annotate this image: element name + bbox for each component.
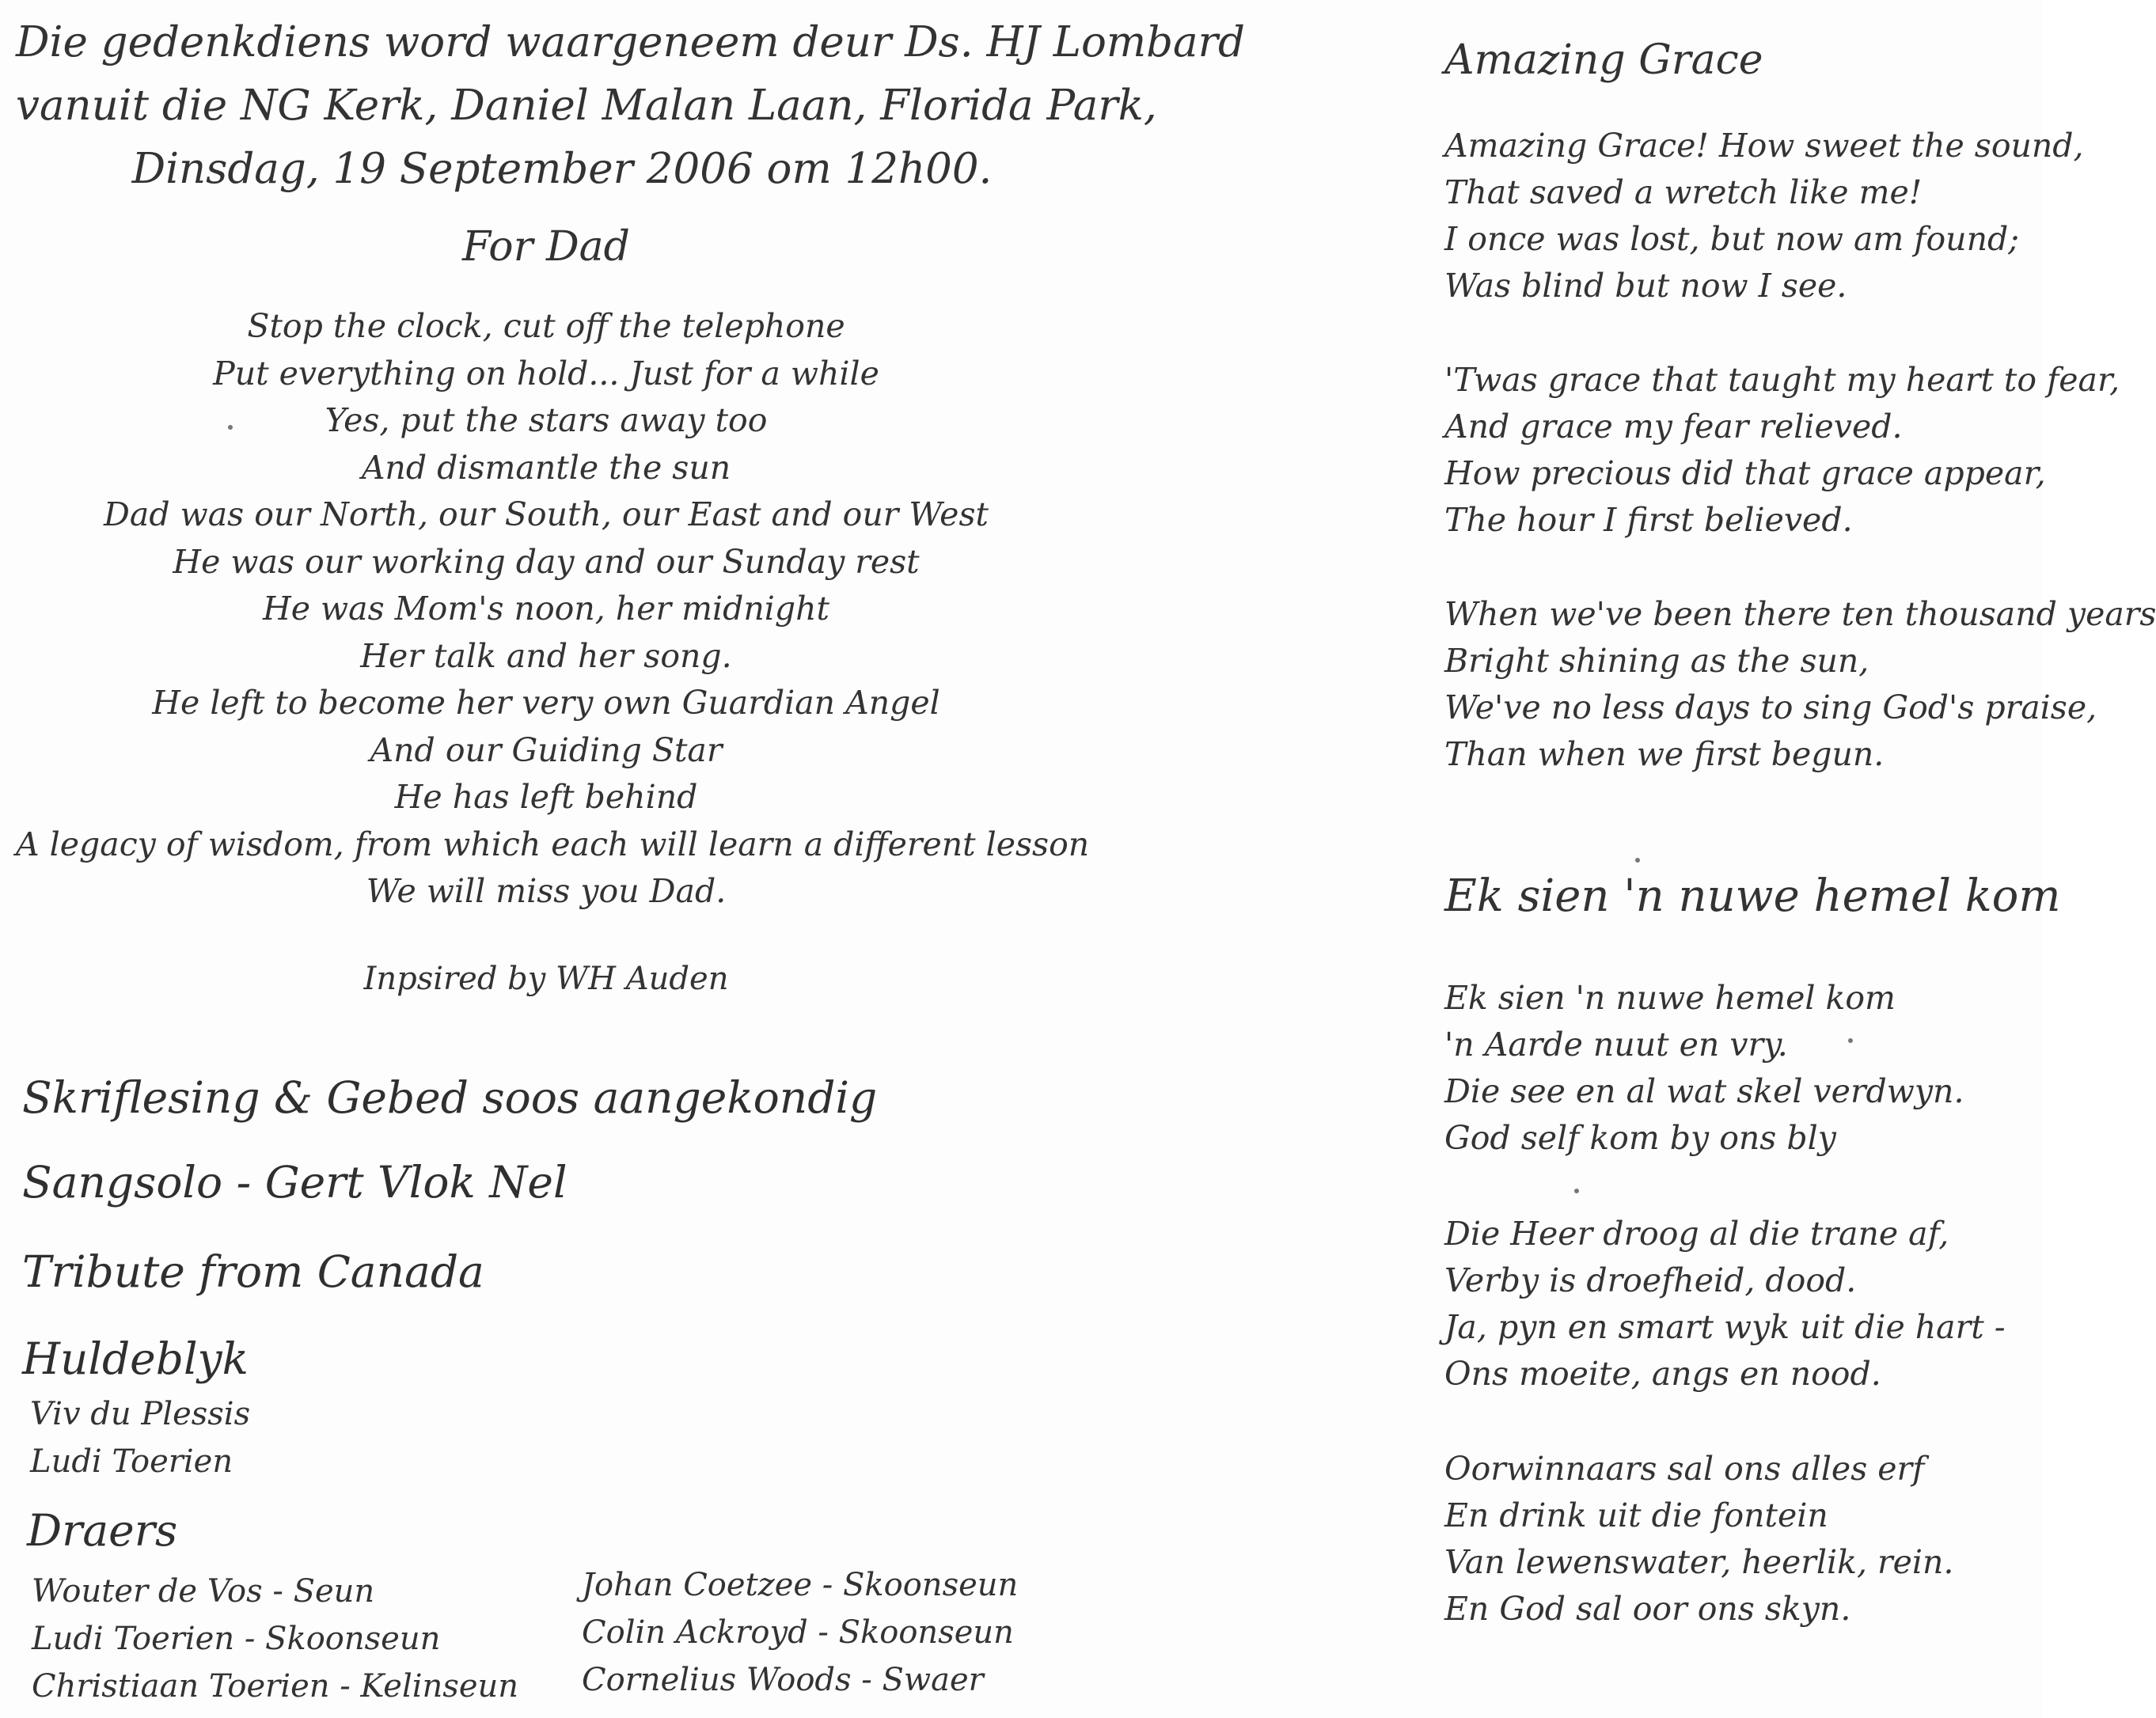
name-entry: Christiaan Toerien - Kelinseun [32,1668,519,1705]
poem-line: He was Mom's noon, her midnight [263,590,829,628]
song-stanza [1444,357,2120,544]
programme-item-tribute: Tribute from Canada [22,1246,484,1297]
stanza-line: En God sal oor ons skyn. [1444,1590,1851,1628]
poem-line: And dismantle the sun [361,448,731,487]
scan-speck [1848,1038,1853,1043]
stanza-line: Die Heer droog al die trane af, [1444,1215,1949,1253]
poem-line: And our Guiding Star [370,730,723,769]
poem-title: For Dad [462,223,630,271]
poem-line: Dad was our North, our South, our East and our West [104,495,989,533]
stanza-line: Die see en al wat skel verdwyn. [1444,1072,1964,1110]
programme-item-draers: Draers [27,1505,178,1556]
name-entry: Ludi Toerien - Skoonseun [32,1621,441,1657]
name-entry: Johan Coetzee - Skoonseun [582,1567,1019,1603]
name-entry: Cornelius Woods - Swaer [582,1662,984,1698]
name-entry: Viv du Plessis [30,1396,251,1432]
poem-line: He has left behind [394,778,698,816]
poem-line: He left to become her very own Guardian Angel [152,684,940,722]
song-title-ek-sien: Ek sien 'n nuwe hemel kom [1444,870,2061,922]
song-stanza [1444,1211,2006,1398]
scan-speck [1574,1189,1579,1193]
stanza-line: Bright shining as the sun, [1444,642,1869,680]
programme-item-reading: Skriflesing & Gebed soos aangekondig [22,1072,878,1123]
intro-line: Dinsdag, 19 September 2006 om 12h00. [131,145,993,193]
stanza-line: En drink uit die fontein [1444,1496,1828,1534]
stanza-line: How precious did that grace appear, [1444,454,2046,492]
poem-line: He was our working day and our Sunday rest [173,542,920,581]
name-entry: Wouter de Vos - Seun [32,1573,375,1610]
stanza-line: Than when we first begun. [1444,735,1885,773]
poem-line: Stop the clock, cut off the telephone [247,307,845,345]
service-intro [16,11,1245,201]
name-entry: Ludi Toerien [30,1443,233,1480]
stanza-line: 'n Aarde nuut en vry. [1444,1026,1788,1064]
programme-item-solo: Sangsolo - Gert Vlok Nel [22,1157,567,1208]
song-stanza [1444,123,2084,309]
stanza-line: Ons moeite, angs en nood. [1444,1355,1881,1393]
stanza-line: Oorwinnaars sal ons alles erf [1444,1450,1925,1488]
stanza-line: That saved a wretch like me! [1444,173,1923,211]
stanza-line: And grace my fear relieved. [1444,408,1903,446]
stanza-line: The hour I first believed. [1444,501,1853,539]
intro-line: vanuit die NG Kerk, Daniel Malan Laan, Florida Park, [16,82,1157,130]
stanza-line: I once was lost, but now am found; [1444,220,2020,258]
draers-list-right [582,1561,1018,1704]
huldeblyk-names [30,1390,250,1485]
stanza-line: Ek sien 'n nuwe hemel kom [1444,979,1896,1017]
poem-line: Her talk and her song. [360,636,732,675]
song-stanza [1444,1446,1953,1633]
song-stanza [1444,591,2156,778]
stanza-line: Van lewenswater, heerlik, rein. [1444,1543,1954,1581]
scan-speck [1635,858,1640,863]
stanza-line: Verby is droefheid, dood. [1444,1261,1857,1299]
stanza-line: Was blind but now I see. [1444,267,1847,305]
song-stanza [1444,975,1964,1162]
stanza-line: We've no less days to sing God's praise, [1444,688,2097,726]
stanza-line: 'Twas grace that taught my heart to fear, [1444,361,2120,399]
poem-line: A legacy of wisdom, from which each will learn a different lesson [16,825,1090,863]
song-title-amazing-grace: Amazing Grace [1444,36,1763,84]
draers-list-left [32,1568,518,1710]
intro-line: Die gedenkdiens word waargeneem deur Ds. HJ Lombard [16,18,1245,66]
stanza-line: God self kom by ons bly [1444,1119,1836,1157]
poem-line: Put everything on hold... Just for a while [213,354,879,393]
poem-credit: Inpsired by WH Auden [363,961,729,997]
stanza-line: When we've been there ten thousand years [1444,595,2156,633]
stanza-line: Amazing Grace! How sweet the sound, [1444,127,2084,165]
poem-line: Yes, put the stars away too [325,401,768,439]
poem-line: We will miss you Dad. [366,872,727,910]
name-entry: Colin Ackroyd - Skoonseun [582,1614,1014,1651]
programme-item-huldeblyk: Huldeblyk [22,1333,249,1384]
stanza-line: Ja, pyn en smart wyk uit die hart - [1444,1308,2006,1346]
scan-speck [228,425,233,430]
poem-body [16,303,1090,916]
